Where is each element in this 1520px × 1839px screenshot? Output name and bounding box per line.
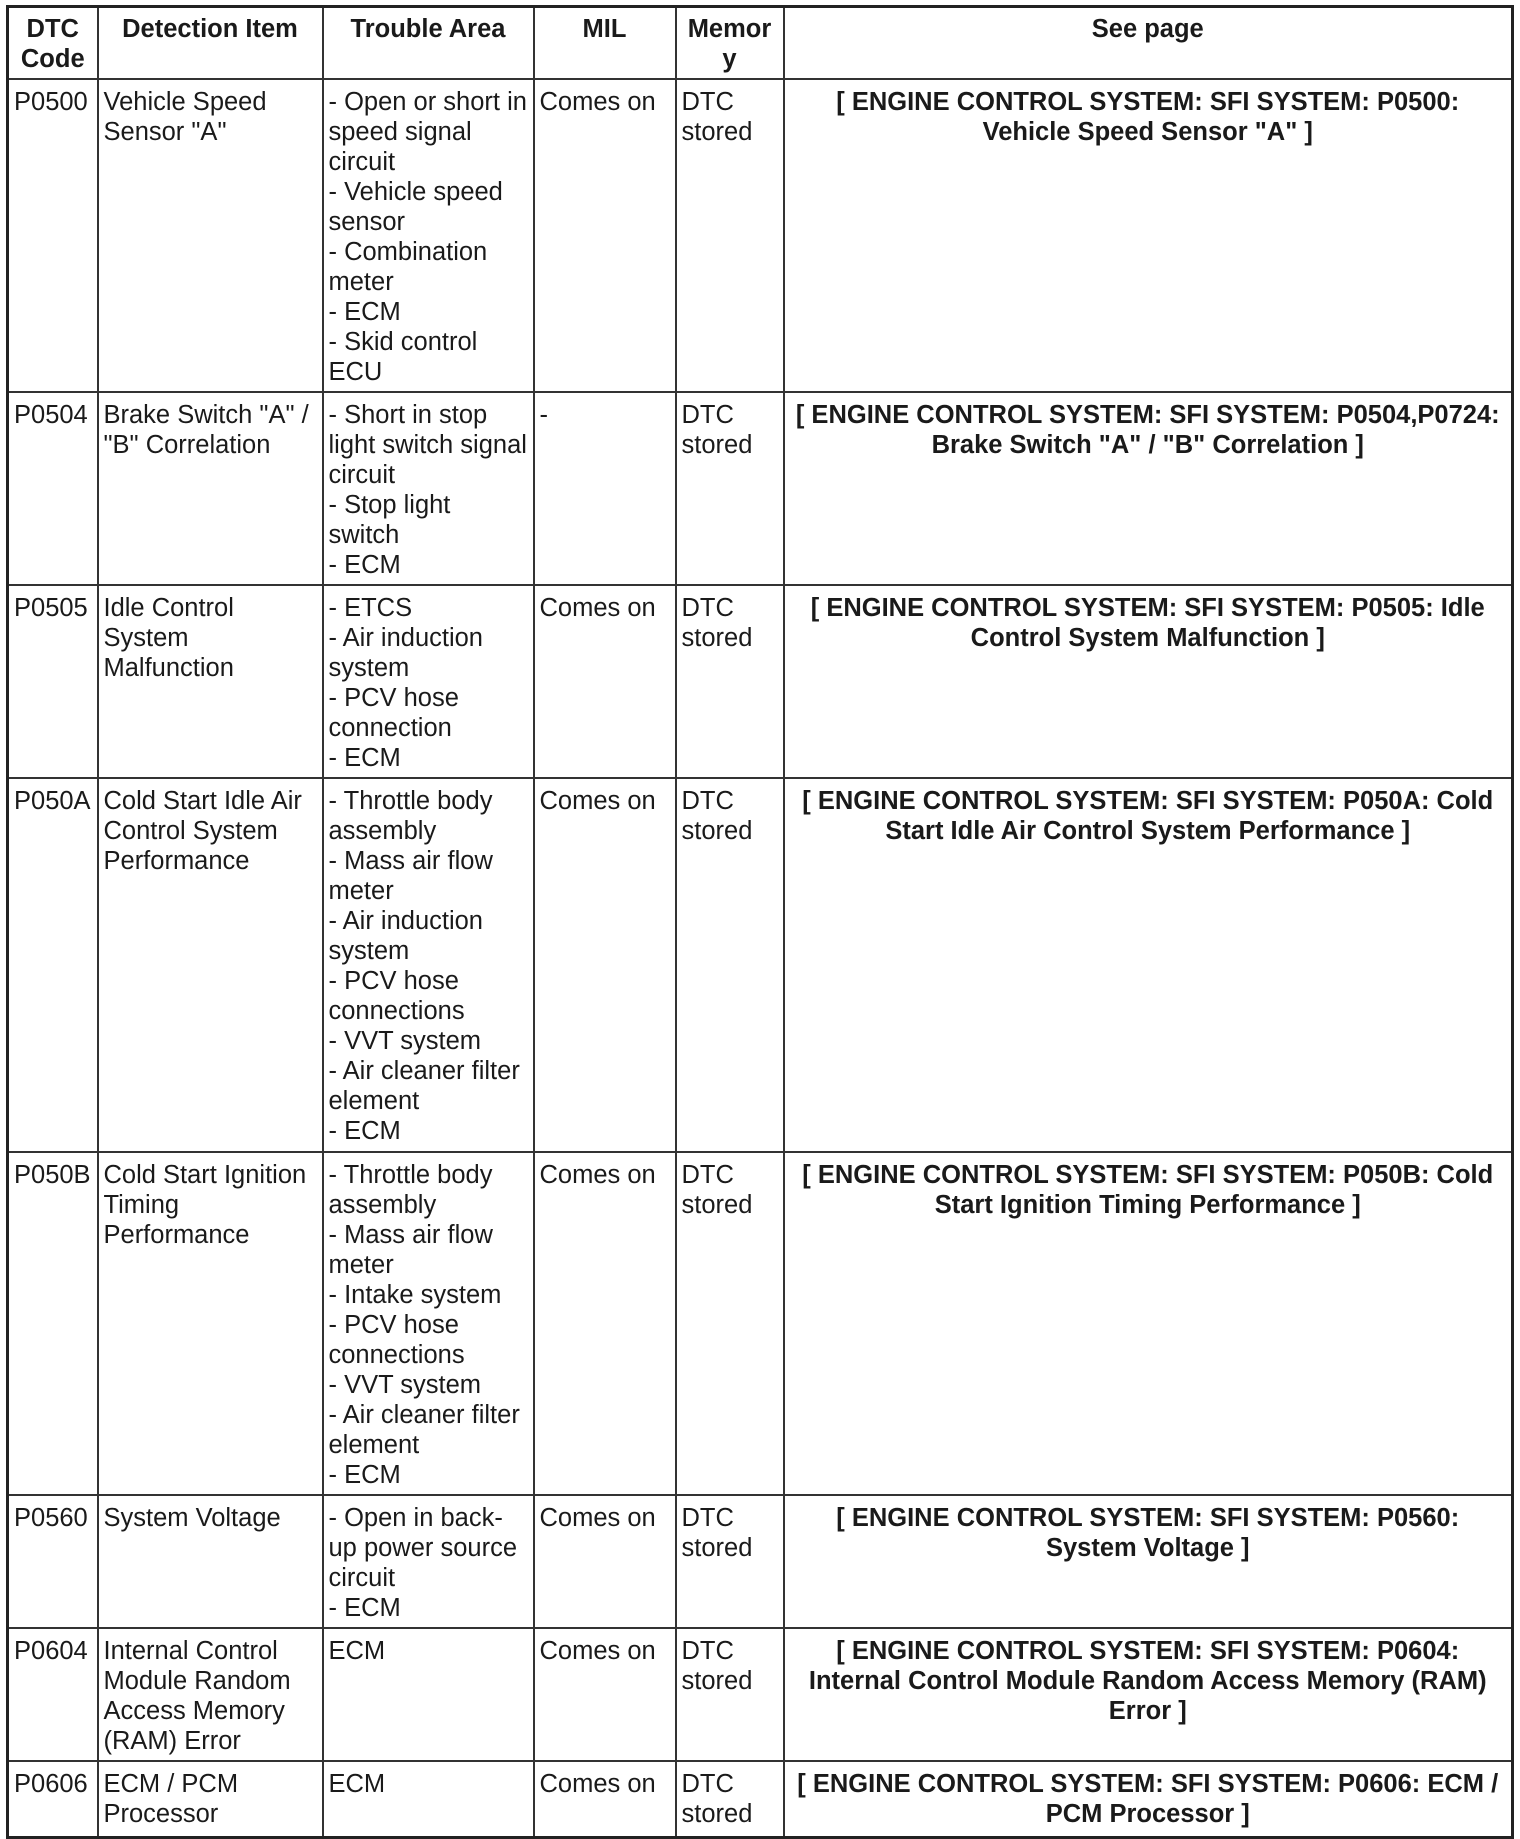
header-dtc-code: DTC Code (8, 7, 98, 80)
see-page-cell: [ ENGINE CONTROL SYSTEM: SFI SYSTEM: P050A: Cold Start Idle Air Control System Performance ] (784, 778, 1513, 1152)
trouble-area-line: - PCV hose connection (328, 684, 459, 742)
header-trouble-area: Trouble Area (323, 7, 534, 80)
memory-cell: DTC stored (676, 1761, 784, 1837)
mil-cell: Comes on (534, 1495, 676, 1628)
detection-item-cell: System Voltage (98, 1495, 323, 1628)
trouble-area-cell (323, 1152, 534, 1495)
dtc-code-cell: P050A (8, 778, 98, 1152)
see-page-cell: [ ENGINE CONTROL SYSTEM: SFI SYSTEM: P0500: Vehicle Speed Sensor "A" ] (784, 79, 1513, 392)
trouble-area-line: - ECM (328, 551, 401, 579)
see-page-cell: [ ENGINE CONTROL SYSTEM: SFI SYSTEM: P0606: ECM / PCM Processor ] (784, 1761, 1513, 1837)
see-page-cell: [ ENGINE CONTROL SYSTEM: SFI SYSTEM: P0504,P0724: Brake Switch "A" / "B" Correlation ] (784, 392, 1513, 585)
table-row (8, 1628, 1513, 1761)
trouble-area-line: - VVT system (328, 1027, 482, 1055)
detection-item-cell: Cold Start Idle Air Control System Performance (98, 778, 323, 1152)
detection-item-cell: ECM / PCM Processor (98, 1761, 323, 1837)
mil-cell: Comes on (534, 585, 676, 778)
detection-item-cell: Cold Start Ignition Timing Performance (98, 1152, 323, 1495)
trouble-area-line: - Air cleaner filter element (328, 1057, 520, 1115)
table-row (8, 1761, 1513, 1837)
header-mil: MIL (534, 7, 676, 80)
trouble-area-line: - Air cleaner filter element (328, 1401, 520, 1459)
trouble-area-line: - ECM (328, 744, 401, 772)
dtc-code-cell: P0560 (8, 1495, 98, 1628)
header-row (8, 7, 1513, 80)
mil-cell: Comes on (534, 1152, 676, 1495)
see-page-cell: [ ENGINE CONTROL SYSTEM: SFI SYSTEM: P050B: Cold Start Ignition Timing Performance ] (784, 1152, 1513, 1495)
trouble-area-line: - Open in back-up power source circuit (328, 1504, 518, 1592)
dtc-code-cell: P0604 (8, 1628, 98, 1761)
trouble-area-line: - ECM (328, 1461, 401, 1489)
see-page-cell: [ ENGINE CONTROL SYSTEM: SFI SYSTEM: P0560: System Voltage ] (784, 1495, 1513, 1628)
table-row (8, 778, 1513, 1152)
table-row (8, 1152, 1513, 1495)
trouble-area-cell (323, 392, 534, 585)
trouble-area-line: - PCV hose connections (328, 1311, 465, 1369)
memory-cell: DTC stored (676, 585, 784, 778)
trouble-area-line: ECM (328, 1637, 386, 1665)
memory-cell: DTC stored (676, 1152, 784, 1495)
trouble-area-line: - Skid control ECU (328, 328, 478, 386)
memory-cell: DTC stored (676, 1495, 784, 1628)
header-detection-item: Detection Item (98, 7, 323, 80)
trouble-area-line: - Combination meter (328, 238, 488, 296)
trouble-area-line: - ECM (328, 298, 401, 326)
trouble-area-cell (323, 778, 534, 1152)
detection-item-cell: Brake Switch "A" / "B" Correlation (98, 392, 323, 585)
trouble-area-line: - Intake system (328, 1281, 502, 1309)
trouble-area-line: - Mass air flow meter (328, 1221, 493, 1279)
detection-item-cell: Vehicle Speed Sensor "A" (98, 79, 323, 392)
trouble-area-line: - ECM (328, 1117, 401, 1145)
detection-item-cell: Idle Control System Malfunction (98, 585, 323, 778)
trouble-area-line: - Stop light switch (328, 491, 451, 549)
trouble-area-line: - Open or short in speed signal circuit (328, 88, 527, 176)
trouble-area-line: - Mass air flow meter (328, 847, 493, 905)
see-page-cell: [ ENGINE CONTROL SYSTEM: SFI SYSTEM: P0505: Idle Control System Malfunction ] (784, 585, 1513, 778)
dtc-code-cell: P0505 (8, 585, 98, 778)
trouble-area-line: - Throttle body assembly (328, 1161, 493, 1219)
memory-cell: DTC stored (676, 778, 784, 1152)
mil-cell: Comes on (534, 1628, 676, 1761)
mil-cell: - (534, 392, 676, 585)
trouble-area-cell (323, 79, 534, 392)
see-page-cell: [ ENGINE CONTROL SYSTEM: SFI SYSTEM: P0604: Internal Control Module Random Access Memory (RAM) Error ] (784, 1628, 1513, 1761)
table-row (8, 79, 1513, 392)
trouble-area-cell (323, 1495, 534, 1628)
table-body (8, 79, 1513, 1837)
trouble-area-line: - ECM (328, 1594, 401, 1622)
memory-cell: DTC stored (676, 392, 784, 585)
trouble-area-line: - PCV hose connections (328, 967, 465, 1025)
table-row (8, 392, 1513, 585)
trouble-area-cell (323, 1628, 534, 1761)
dtc-code-cell: P0500 (8, 79, 98, 392)
trouble-area-line: - Air induction system (328, 907, 483, 965)
mil-cell: Comes on (534, 1761, 676, 1837)
dtc-table (6, 5, 1514, 1839)
trouble-area-line: - Air induction system (328, 624, 483, 682)
memory-cell: DTC stored (676, 79, 784, 392)
mil-cell: Comes on (534, 778, 676, 1152)
table-row (8, 585, 1513, 778)
detection-item-cell: Internal Control Module Random Access Memory (RAM) Error (98, 1628, 323, 1761)
trouble-area-cell (323, 585, 534, 778)
trouble-area-line: ECM (328, 1770, 386, 1798)
trouble-area-cell (323, 1761, 534, 1837)
header-memory: Memory (676, 7, 784, 80)
table-row (8, 1495, 1513, 1628)
trouble-area-line: - ETCS (328, 594, 413, 622)
trouble-area-line: - Vehicle speed sensor (328, 178, 503, 236)
dtc-code-cell: P0504 (8, 392, 98, 585)
trouble-area-line: - VVT system (328, 1371, 482, 1399)
header-see-page: See page (784, 7, 1513, 80)
trouble-area-line: - Throttle body assembly (328, 787, 493, 845)
dtc-code-cell: P050B (8, 1152, 98, 1495)
memory-cell: DTC stored (676, 1628, 784, 1761)
dtc-code-cell: P0606 (8, 1761, 98, 1837)
trouble-area-line: - Short in stop light switch signal circuit (328, 401, 527, 489)
mil-cell: Comes on (534, 79, 676, 392)
